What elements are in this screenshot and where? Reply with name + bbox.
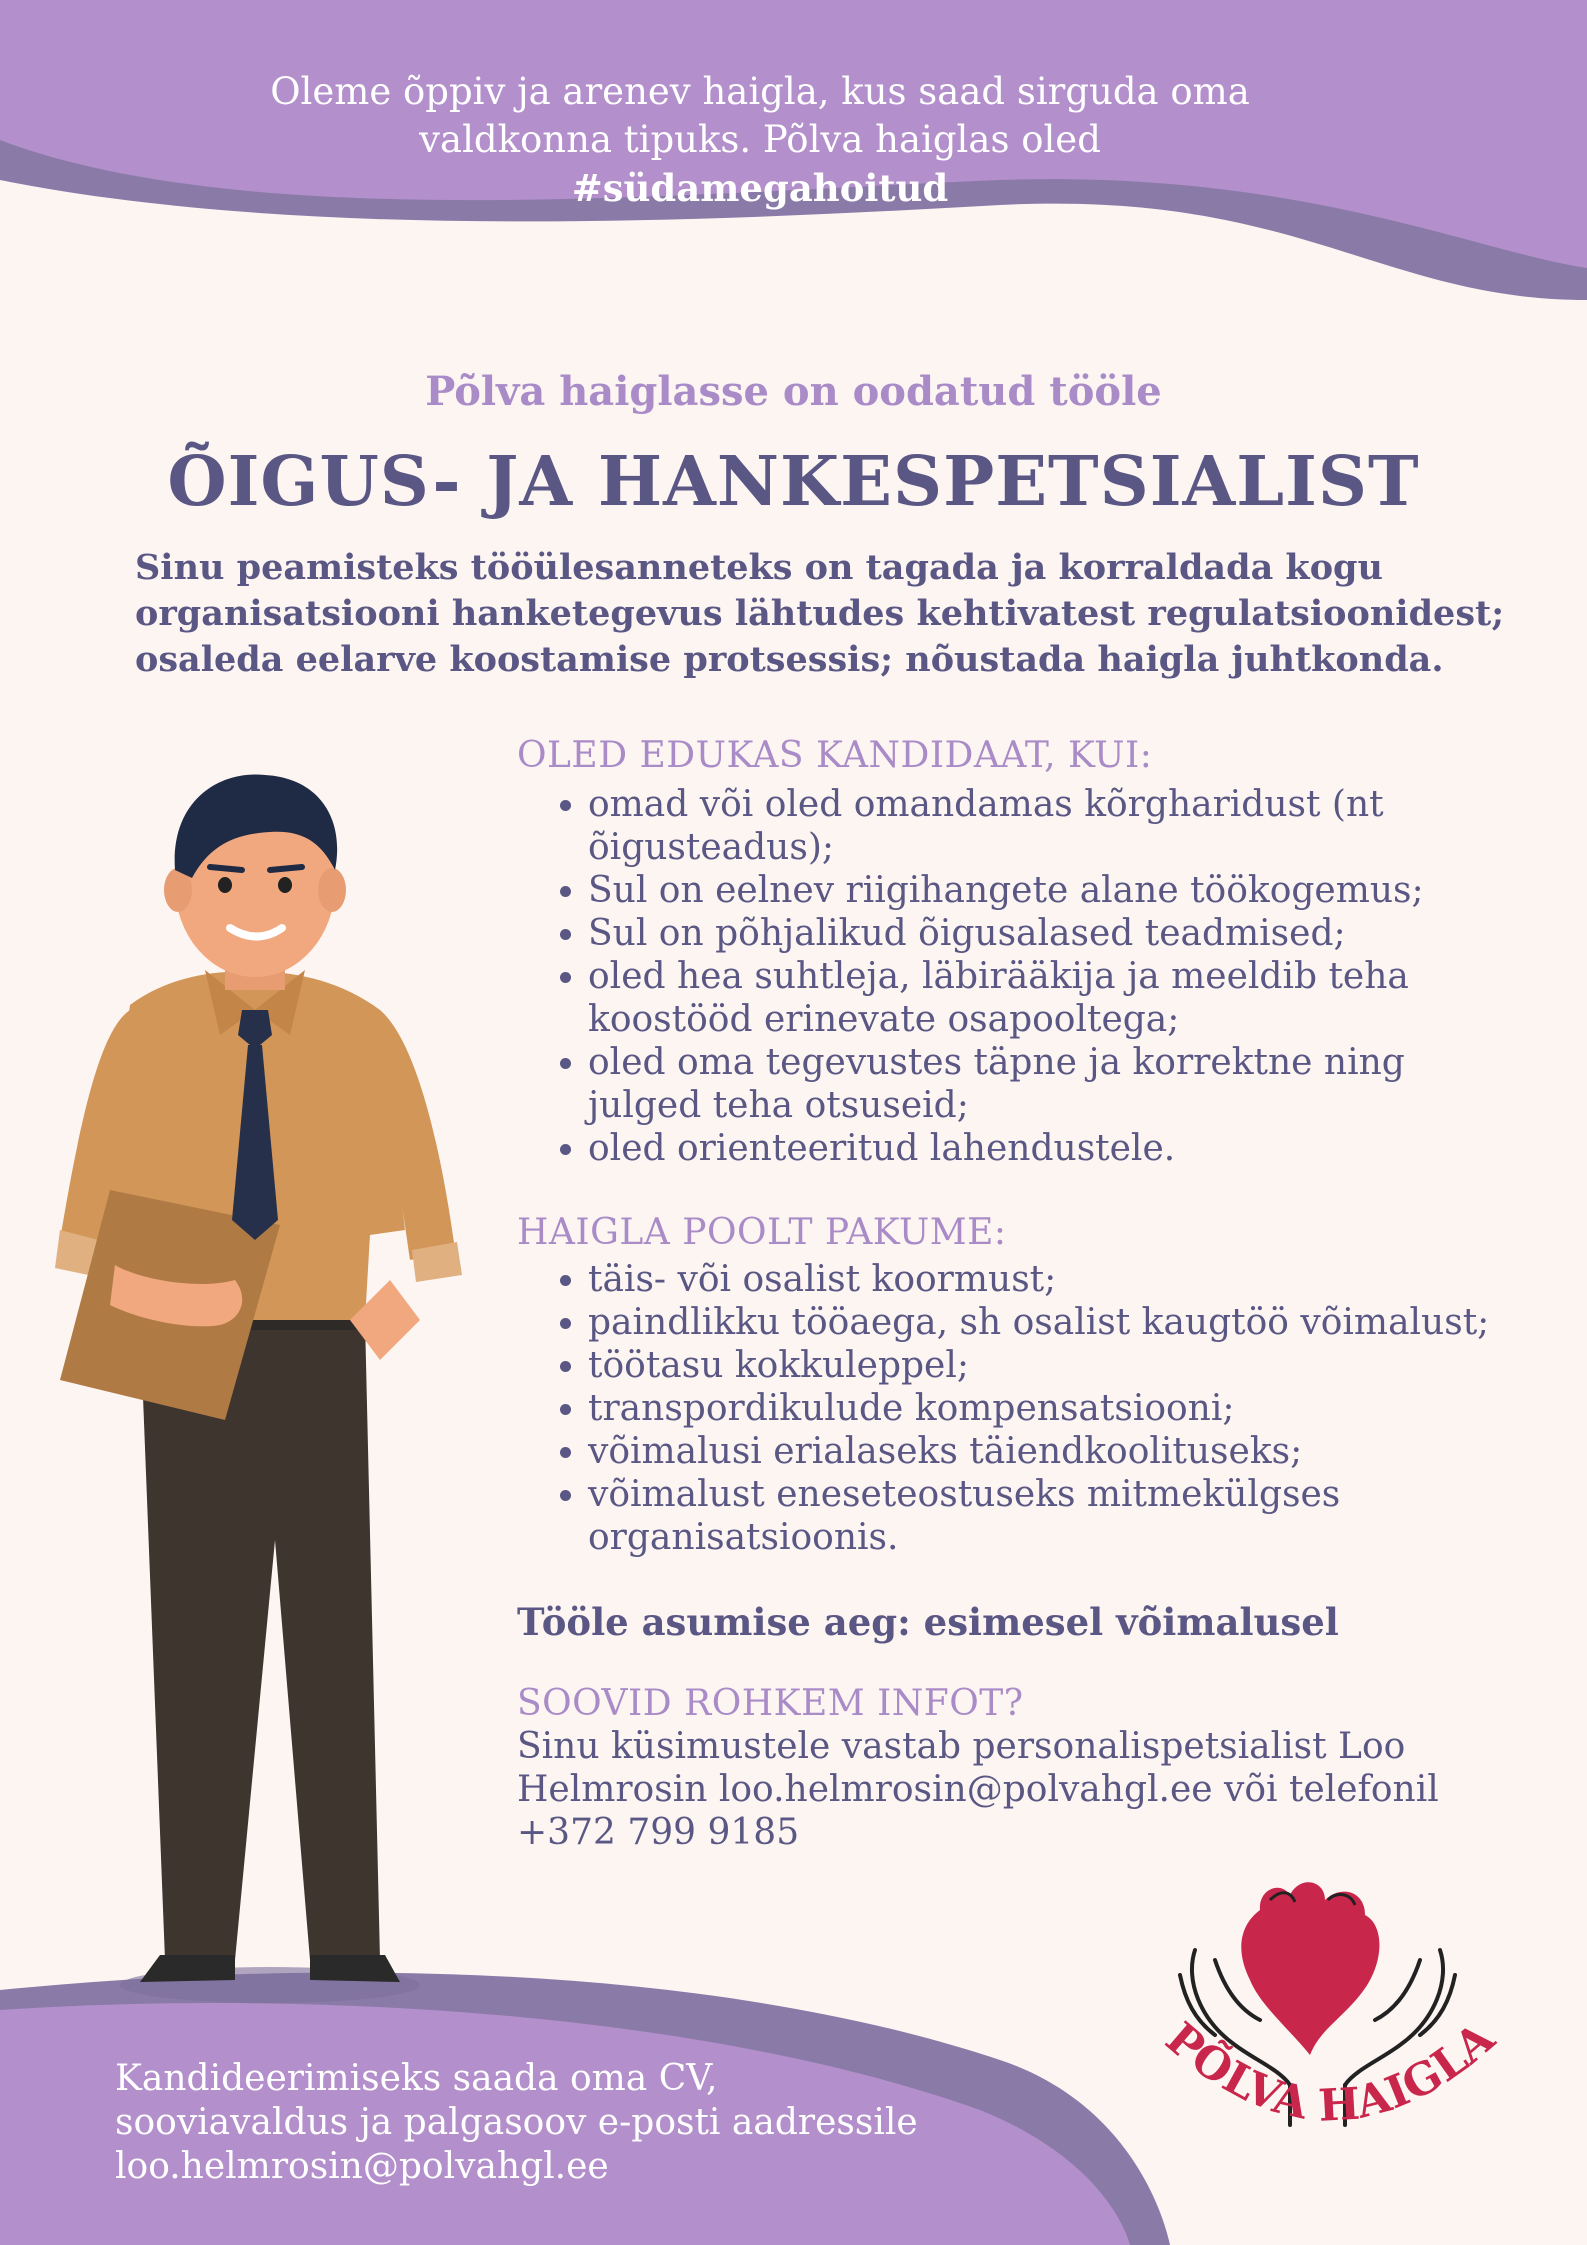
- offer-list: [560, 1258, 1540, 1559]
- contact-text: [517, 1725, 1517, 1854]
- footer-line-1: Kandideerimiseks saada oma CV,: [115, 2058, 718, 2099]
- hospital-logo: [1140, 1870, 1520, 2170]
- requirements-list: [560, 783, 1510, 1170]
- contact-line-1: Sinu küsimustele vastab personalispetsialist Loo: [517, 1726, 1406, 1767]
- contact-line-2: Helmrosin loo.helmrosin@polvahgl.ee või telefonil: [517, 1769, 1439, 1810]
- list-item: Sul on põhjalikud õigusalased teadmised;: [560, 912, 1510, 955]
- slogan-line-1: Oleme õppiv ja arenev haigla, kus saad sirguda oma: [270, 70, 1250, 113]
- list-item: transpordikulude kompensatsiooni;: [560, 1387, 1540, 1430]
- page-title: ÕIGUS- JA HANKESPETSIALIST: [167, 442, 1420, 522]
- intro-line-2: organisatsiooni hanketegevus lähtudes kehtivatest regulatsioonidest;: [135, 593, 1505, 634]
- footer-line-2: sooviavaldus ja palgasoov e-posti aadressile: [115, 2102, 918, 2143]
- businessman-illustration: [20, 760, 490, 2010]
- list-item: oled hea suhtleja, läbirääkija ja meeldib teha koostööd erinevate osapooltega;: [560, 955, 1448, 1041]
- list-item: oled oma tegevustes täpne ja korrektne ning julged teha otsuseid;: [560, 1041, 1448, 1127]
- contact-line-3: +372 799 9185: [517, 1812, 800, 1853]
- start-date: Tööle asumise aeg: esimesel võimalusel: [517, 1600, 1339, 1644]
- list-item: võimalusi erialaseks täiendkoolituseks;: [560, 1430, 1540, 1473]
- list-item: täis- või osalist koormust;: [560, 1258, 1540, 1301]
- list-item: omad või oled omandamas kõrgharidust (nt õigusteadus);: [560, 783, 1408, 869]
- intro-paragraph: [135, 545, 1515, 683]
- list-item: võimalust eneseteostuseks mitmekülgses organisatsioonis.: [560, 1473, 1448, 1559]
- footer-text: [115, 2057, 1015, 2189]
- footer-line-3: loo.helmrosin@polvahgl.ee: [115, 2146, 609, 2187]
- list-item: paindlikku tööaega, sh osalist kaugtöö võimalust;: [560, 1301, 1540, 1344]
- intro-line-1: Sinu peamisteks tööülesanneteks on tagada ja korraldada kogu: [135, 547, 1383, 588]
- list-item: Sul on eelnev riigihangete alane töökogemus;: [560, 869, 1510, 912]
- contact-heading: SOOVID ROHKEM INFOT?: [517, 1683, 1024, 1724]
- requirements-heading: OLED EDUKAS KANDIDAAT, KUI:: [517, 735, 1153, 776]
- header-slogan: [260, 68, 1260, 212]
- offer-heading: HAIGLA POOLT PAKUME:: [517, 1212, 1007, 1253]
- slogan-line-2: valdkonna tipuks. Põlva haiglas oled: [419, 118, 1101, 161]
- list-item: oled orienteeritud lahendustele.: [560, 1127, 1510, 1170]
- intro-line-3: osaleda eelarve koostamise protsessis; nõustada haigla juhtkonda.: [135, 639, 1444, 680]
- hashtag: #südamegahoitud: [571, 166, 949, 210]
- list-item: töötasu kokkuleppel;: [560, 1344, 1540, 1387]
- kicker-text: Põlva haiglasse on oodatud tööle: [425, 368, 1162, 415]
- logo-text: PÕLVA HAIGLA: [1155, 2012, 1505, 2132]
